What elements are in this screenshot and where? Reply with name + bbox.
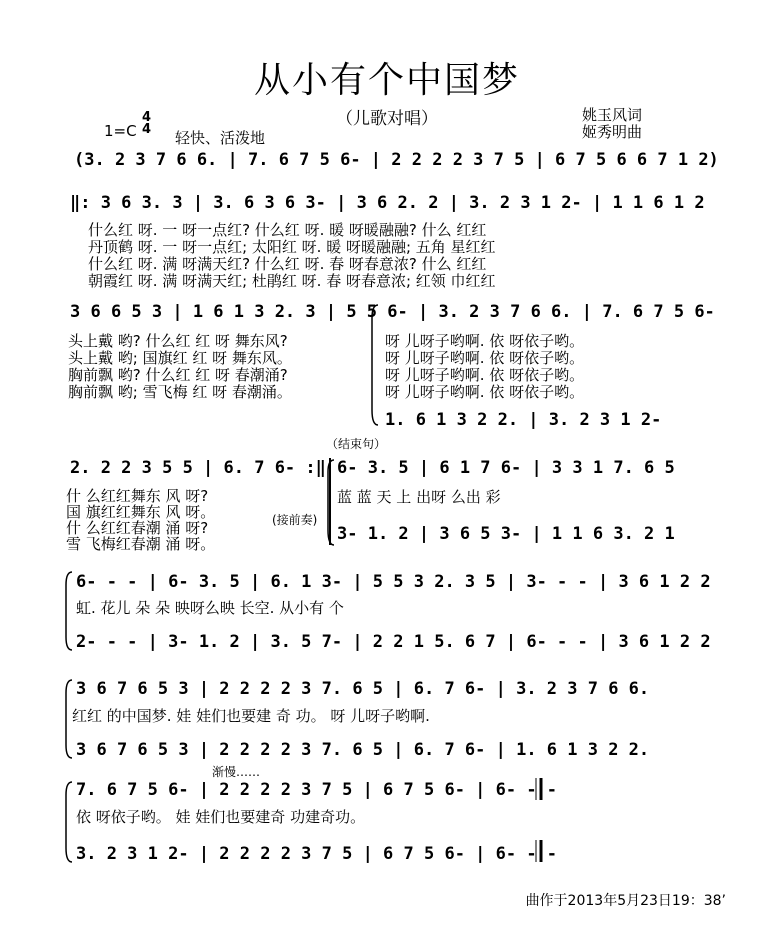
composition-date: 曲作于2013年5月23日19：38’ [525,893,726,909]
lyric-verse2: 呀 儿呀子哟啊. 依 呀依子哟。 [385,349,585,367]
chorus-notation-top-1: 6- 3. 5 | 6 1 7 6- | 3 3 1 7. 6 5 [337,458,675,478]
bracket-row5 [66,572,72,650]
lyric-verse1: 头上戴 哟? 什么红 红 呀 舞东风? [68,332,288,350]
lyric-verse1: 呀 儿呀子哟啊. 依 呀依子哟。 [385,332,585,350]
chorus-notation-top-2: 6- - - | 6- 3. 5 | 6. 1 3- | 5 5 3 2. 3 5 | 3- - - | 3 6 1 2 2 [76,572,711,592]
time-sig-top: 4 [142,110,152,125]
song-title: 从小有个中国梦 [253,60,520,101]
chorus-notation-bottom-1: 3- 1. 2 | 3 6 5 3- | 1 1 6 3. 2 1 [337,524,675,544]
lyric-verse3: 什么红 呀. 满 呀满天红? 什么红 呀. 春 呀春意浓? 什么 红红 [88,255,487,273]
key-signature: 1=C [104,122,137,140]
lyric-verse3: 呀 儿呀子哟啊. 依 呀依子哟。 [385,366,585,384]
intro-notation: (3. 2 3 7 6 6. | 7. 6 7 5 6- | 2 2 2 2 3 7 5 | 6 7 5 6 6 7 1 2) [74,150,719,170]
lyric-verse3: 胸前飘 哟? 什么红 红 呀 春潮涌? [68,366,288,384]
chorus-notation-bottom-4: 3. 2 3 1 2- | 2 2 2 2 3 7 5 | 6 7 5 6- | 6- - - [76,844,558,864]
chorus-notation-top-4: 7. 6 7 5 6- | 2 2 2 2 3 7 5 | 6 7 5 6- | 6- - - [76,780,558,800]
time-sig-bottom: 4 [142,122,152,137]
verse-notation-harmony: 1. 6 1 3 2 2. | 3. 2 3 1 2- [385,410,662,430]
tempo-marking: 轻快、活泼地 [175,129,266,147]
lyric-verse1: 什 么红红舞东 风 呀? [66,487,209,505]
lyric-verse1: 什么红 呀. 一 呀一点红? 什么红 呀. 暖 呀暖融融? 什么 红红 [88,221,487,239]
lyric-verse3: 什 么红红春潮 涌 呀? [66,519,209,537]
chorus-lyrics-4: 依 呀依子哟。 娃 娃们也要建奇 功建奇功。 [76,808,366,826]
ending-annotation: （结束句） [326,437,387,451]
bracket-row3 [372,305,378,425]
chorus-lyrics-3: 红红 的中国梦. 娃 娃们也要建 奇 功。 呀 儿呀子哟啊. [72,707,430,725]
tempo-change: 渐慢…… [212,765,261,779]
subtitle: （儿歌对唱） [336,109,438,129]
chorus-notation-top-3: 3 6 7 6 5 3 | 2 2 2 2 3 7. 6 5 | 6. 7 6- | 3. 2 3 7 6 6. [76,679,650,699]
chorus-notation-bottom-2: 2- - - | 3- 1. 2 | 3. 5 7- | 2 2 1 5. 6 7 | 6- - - | 3 6 1 2 2 [76,632,711,652]
lyric-verse2: 国 旗红红舞东 风 呀。 [66,503,216,521]
lyricist: 姚玉风词 [582,106,643,124]
chorus-lyrics-2: 虹. 花儿 朵 朵 映呀么映 长空. 从小有 个 [76,599,344,617]
verse-notation-line1: ‖: 3 6 3. 3 | 3. 6 3 6 3- | 3 6 2. 2 | 3. 2 3 1 2- | 1 1 6 1 2 [70,193,705,213]
verse-notation-line2: 3 6 6 5 3 | 1 6 1 3 2. 3 | 5 5 6- | 3. 2 3 7 6 6. | 7. 6 7 5 6- [70,302,715,322]
lyric-verse2: 丹顶鹤 呀. 一 呀一点红; 太阳红 呀. 暖 呀暖融融; 五角 星红红 [88,238,496,256]
interlude-note: (接前奏) [272,513,318,527]
verse-notation-line3: 2. 2 2 3 5 5 | 6. 7 6- :‖ [70,458,326,478]
lyric-verse4: 呀 儿呀子哟啊. 依 呀依子哟。 [385,383,585,401]
composer: 姬秀明曲 [582,123,643,141]
lyric-verse4: 朝霞红 呀. 满 呀满天红; 杜鹃红 呀. 春 呀春意浓; 红领 巾红红 [88,272,496,290]
bracket-row6 [66,680,72,758]
bracket-row7 [66,782,72,862]
lyric-verse4: 胸前飘 哟; 雪飞梅 红 呀 春潮涌。 [68,383,292,401]
chorus-lyrics-1: 蓝 蓝 天 上 出呀 么出 彩 [337,488,501,506]
lyric-verse2: 头上戴 哟; 国旗红 红 呀 舞东风。 [68,349,292,367]
lyric-verse4: 雪 飞梅红春潮 涌 呀。 [66,535,216,553]
chorus-notation-bottom-3: 3 6 7 6 5 3 | 2 2 2 2 3 7. 6 5 | 6. 7 6- | 1. 6 1 3 2 2. [76,740,650,760]
